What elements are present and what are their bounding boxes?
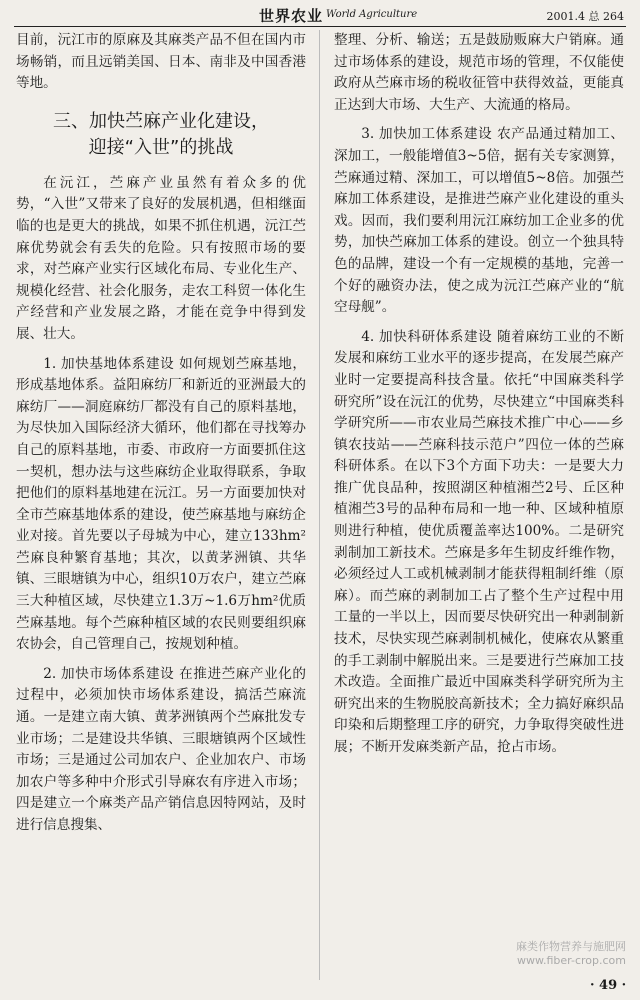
section-title-line2: 迎接“入世”的挑战 [88, 136, 234, 158]
paragraph-research-system: 4. 加快科研体系建设 随着麻纺工业的不断发展和麻纺工业水平的逐步提高，在发展苎麻产业时一定要提高科技含量。依托“中国麻类科学研究所”设在沅江的优势，尽快建立“中国麻类科学研究所——市农业局苎麻技术推广中心——乡镇农技站——苎麻科技示范户”四位一体的苎麻科研体系。在以下3个方面下功夫：一是要大力推广优良品种，按照湖区种植湘苎2号、丘区种植湘苎3号的品种布局和一地一种、区域种植原则进行种植，使优质覆盖率达100%。二是研究剥制加工新技术。苎麻是多年生韧皮纤维作物，必须经过人工或机械剥制才能获得粗制纤维（原麻）。而苎麻的剥制加工占了整个生产过程中用工量的一半以上，因而要尽快研究出一种剥制新技术，尽快实现苎麻剥制机械化，使麻农从繁重的手工剥制中解脱出来。三是要进行苎麻加工技术改造。全面推广最近中国麻类科学研究所为主研究出来的生物脱胶高新技术；全力搞好麻织品印染和后期整理工序的研究，力争取得突破性进展；不断开发麻类新产品，抢占市场。 [334, 328, 624, 755]
page-header [14, 4, 626, 27]
page-number: · 49 · [590, 978, 627, 993]
watermark-line1: 麻类作物营养与施肥网 [516, 940, 626, 953]
watermark-line2: www.fiber-crop.com [517, 954, 626, 967]
paragraph-market-system: 2. 加快市场体系建设 在推进苎麻产业化的过程中，必须加快市场体系建设，搞活苎麻流通。一是建立南大镇、黄茅洲镇两个苎麻批发专业市场；二是建设共华镇、三眼塘镇两个区域性市场；三是通过公司加农户、企业加农户、市场加农户等多种中介形式引导麻农有序进入市场；四是建立一个麻类产品产销信息因特网站，及时进行信息搜集、 [16, 665, 306, 833]
paragraph-processing-system: 3. 加快加工体系建设 农产品通过精加工、深加工，一般能增值3~5倍，据有关专家测算，苎麻通过精、深加工，可以增值5~8倍。加强苎麻加工体系建设，是推进苎麻产业化建设的重头戏。因而，我们要利用沅江麻纺加工企业多的优势，加快苎麻加工体系的建设。创立一个独具特色的品牌，建设一个有一定规模的基地，完善一个好的融资办法，使之成为沅江苎麻产业的“航空母舰”。 [334, 126, 624, 316]
paragraph-base-system: 1. 加快基地体系建设 如何规划苎麻基地，形成基地体系。益阳麻纺厂和新近的亚洲最大的麻纺厂——洞庭麻纺厂都没有自己的原料基地，为尽快加入国际经济大循环，他们都在寻找筹办自己的原料基地，市委、市政府一方面要抓住这一契机，想办法与这些麻纺企业取得联系，争取把他们的原料基地建在沅江。另一方面要加快对全市苎麻基地体系的建设，使苎麻基地与麻纺企业对接。首先要以子母城为中心，建立133hm²苎麻良种繁育基地；其次，以黄茅洲镇、共华镇、三眼塘镇为中心，组织10万农户，建立苎麻三大种植区域，尽快建立1.3万~1.6万hm²优质苎麻基地。每个苎麻种植区域的农民则要组织麻农协会，自己管理自己，按规划种植。 [16, 355, 306, 653]
paragraph-continued-right: 整理、分析、输送；五是鼓励贩麻大户销麻。通过市场体系的建设，规范市场的管理，不仅能使政府从苎麻市场的税收征管中获得效益，更能真正达到大市场、大生产、大流通的格局。 [334, 32, 624, 113]
paragraph-intro: 在沅江，苎麻产业虽然有着众多的优势，“入世”又带来了良好的发展机遇，但相继面临的也是更大的挑战，如果不抓住机遇，沅江苎麻优势就会有丢失的危险。只有按照市场的要求，对苎麻产业实行区域化布局、专业化生产、规模化经营、社会化服务，走农工科贸一体化生产经营和产业发展之路，才能在竞争中得到发展、壮大。 [16, 174, 306, 342]
issue-number: 2001.4 总 264 [546, 10, 624, 23]
left-column [16, 30, 306, 985]
section-title-line1: 三、加快苎麻产业化建设， [53, 110, 269, 132]
journal-title-cn: 世界农业 [259, 7, 324, 25]
column-divider [319, 30, 320, 980]
right-column [334, 30, 624, 985]
site-watermark [516, 940, 626, 968]
paragraph-continued: 目前，沅江市的原麻及其麻类产品不但在国内市场畅销，而且远销美国、日本、南非及中国香港等地。 [16, 32, 306, 92]
section-title [16, 109, 306, 161]
journal-title-en: World Agriculture [326, 9, 418, 20]
